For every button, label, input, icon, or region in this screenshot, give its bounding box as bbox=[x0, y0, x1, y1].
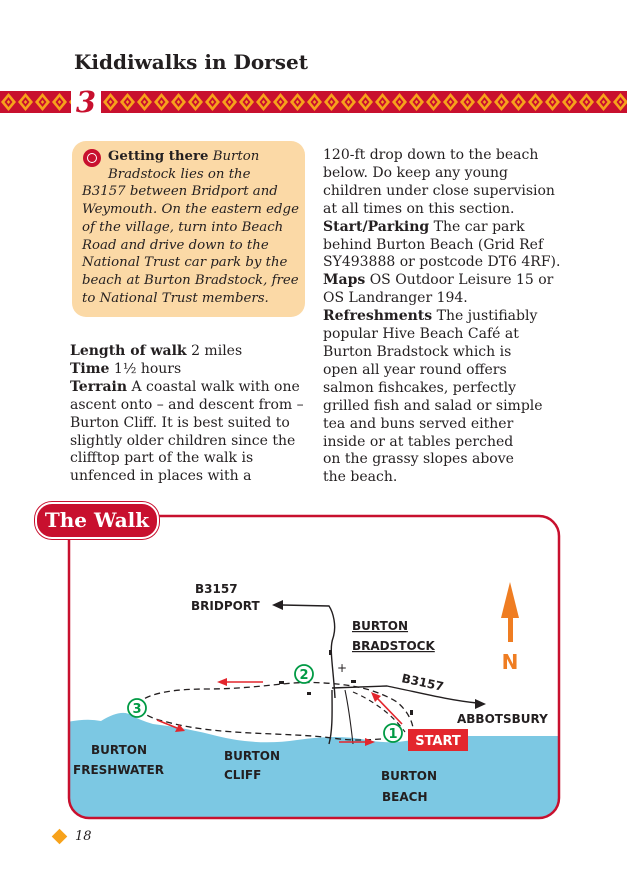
terrain-line: at all times on this section. bbox=[323, 200, 515, 217]
length-value: 2 miles bbox=[191, 343, 243, 359]
map-label-cliff-2: CLIFF bbox=[224, 768, 262, 782]
getting-there-heading: Getting there bbox=[108, 149, 209, 164]
terrain-line: children under close supervision bbox=[323, 182, 555, 199]
map-label-bradstock: BRADSTOCK bbox=[352, 639, 435, 653]
getting-there-line: Burton bbox=[212, 149, 260, 164]
walk-map bbox=[67, 514, 561, 820]
book-title: Kiddiwalks in Dorset bbox=[74, 50, 308, 74]
refreshments-line: Burton Bradstock which is bbox=[323, 343, 512, 360]
map-label-abbotsbury: ABBOTSBURY bbox=[457, 712, 548, 726]
getting-there-line: Weymouth. On the eastern edge bbox=[82, 202, 299, 218]
map-label-b3157-east: B3157 bbox=[400, 671, 445, 694]
terrain-line: ascent onto – and descent from – bbox=[70, 396, 304, 413]
refreshments-line: tea and buns served either bbox=[323, 415, 514, 432]
refreshments-line: The justifiably bbox=[436, 308, 538, 325]
refreshments-line: salmon fishcakes, perfectly bbox=[323, 379, 517, 396]
terrain-line: unfenced in places with a bbox=[70, 468, 252, 485]
getting-there-line: to National Trust members. bbox=[82, 290, 269, 306]
getting-there-line: Road and drive down to the bbox=[82, 237, 269, 253]
road-mark bbox=[279, 681, 284, 684]
refreshments-line: open all year round offers bbox=[323, 361, 507, 378]
maps-label: Maps bbox=[323, 272, 366, 289]
walk-number: 3 bbox=[71, 86, 101, 118]
refreshments-line: on the grassy slopes above bbox=[323, 451, 514, 468]
map-label-freshwater-2: FRESHWATER bbox=[73, 763, 164, 777]
refreshments-label: Refreshments bbox=[323, 308, 433, 325]
refreshments-line: grilled fish and salad or simple bbox=[323, 397, 543, 414]
details-left-column bbox=[70, 343, 310, 486]
getting-there-line: National Trust car park by the bbox=[82, 255, 288, 271]
church-mark: + bbox=[337, 661, 348, 675]
the-walk-heading: The Walk bbox=[35, 502, 159, 539]
length-label: Length of walk bbox=[70, 343, 187, 359]
terrain-line: slightly older children since the bbox=[70, 432, 296, 449]
map-label-beach-2: BEACH bbox=[382, 790, 428, 804]
start-label: START bbox=[415, 734, 461, 749]
waypoint-2-label: 2 bbox=[299, 668, 309, 683]
getting-there-line: beach at Burton Bradstock, free bbox=[82, 272, 299, 288]
maps-line: OS Outdoor Leisure 15 or bbox=[369, 272, 554, 289]
getting-there-box bbox=[72, 141, 305, 317]
waypoint-1-label: 1 bbox=[388, 727, 398, 742]
length-row bbox=[70, 343, 310, 361]
map-label-burton: BURTON bbox=[352, 619, 409, 633]
map-label-bridport: BRIDPORT bbox=[191, 599, 260, 613]
road-mark bbox=[351, 680, 356, 683]
refreshments-line: inside or at tables perched bbox=[323, 433, 514, 450]
road-mark bbox=[410, 710, 413, 715]
page-marker-icon bbox=[52, 829, 68, 845]
parking-label: Start/Parking bbox=[323, 218, 430, 235]
parking-line: behind Burton Beach (Grid Ref bbox=[323, 236, 544, 253]
time-label: Time bbox=[70, 360, 110, 377]
terrain-line: A coastal walk with one bbox=[131, 378, 300, 395]
map-label-beach-1: BURTON bbox=[381, 769, 438, 783]
terrain-line: Burton Cliff. It is best suited to bbox=[70, 414, 290, 431]
refreshments-line: the beach. bbox=[323, 469, 398, 486]
getting-there-line: B3157 between Bridport and bbox=[82, 184, 278, 200]
terrain-label: Terrain bbox=[70, 378, 128, 395]
details-right-column bbox=[323, 147, 561, 487]
map-label-freshwater-1: BURTON bbox=[91, 743, 148, 757]
terrain-line: 120-ft drop down to the beach bbox=[323, 147, 539, 163]
compass-icon bbox=[83, 149, 101, 167]
getting-there-line: of the village, turn into Beach bbox=[82, 219, 284, 235]
refreshments-line: popular Hive Beach Café at bbox=[323, 326, 519, 343]
road-mark bbox=[307, 692, 311, 695]
map-label-b3157: B3157 bbox=[195, 582, 238, 596]
page-number: 18 bbox=[75, 829, 92, 844]
north-label: N bbox=[501, 650, 519, 674]
parking-line: The car park bbox=[433, 218, 525, 235]
maps-line: OS Landranger 194. bbox=[323, 290, 468, 307]
parking-line: SY493888 or postcode DT6 4RF). bbox=[323, 254, 561, 271]
terrain-line: clifftop part of the walk is bbox=[70, 450, 254, 467]
time-value: 1½ hours bbox=[113, 360, 182, 377]
getting-there-line: Bradstock lies on the bbox=[108, 166, 251, 182]
road-mark bbox=[329, 650, 332, 655]
time-row bbox=[70, 361, 310, 379]
map-label-cliff-1: BURTON bbox=[224, 749, 281, 763]
waypoint-3-label: 3 bbox=[132, 702, 142, 717]
terrain-line: below. Do keep any young bbox=[323, 164, 509, 181]
